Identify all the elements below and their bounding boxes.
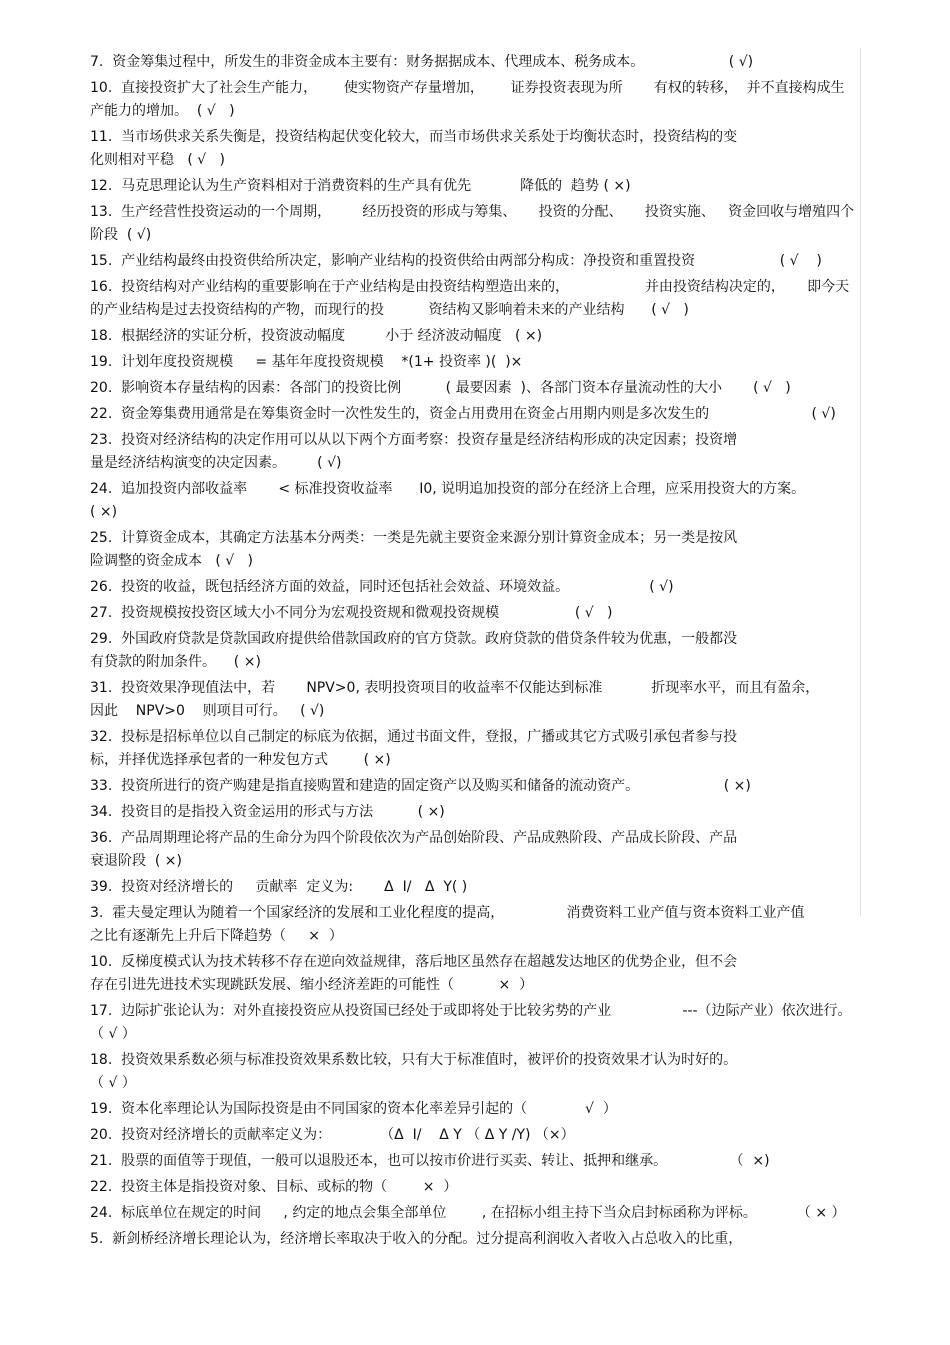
list-item: 11. 当市场供求关系失衡是，投资结构起伏变化较大，而当市场供求关系处于均衡状态时，投资结构的变 化则相对平稳 ( √ ) xyxy=(90,129,738,168)
list-item: 17. 边际扩张论认为：对外直接投资应从投资国已经处于或即将处于比较劣势的产业 ---（边际产业）依次进行。（ √ ） xyxy=(90,1003,852,1042)
list-item: 7. 资金筹集过程中，所发生的非资金成本主要有：财务据据成本、代理成本、税务成本。 ( √) xyxy=(90,54,754,70)
list-item: 34. 投资目的是指投入资金运用的形式与方法 ( ×) xyxy=(90,804,445,820)
right-margin-rule xyxy=(860,48,861,916)
list-item: 22. 资金筹集费用通常是在筹集资金时一次性发生的，资金占用费用在资金占用期内则是多次发生的 ( √) xyxy=(90,406,836,422)
list-item: 3. 霍夫曼定理认为随着一个国家经济的发展和工业化程度的提高， 消费资料工业产值与资本资料工业产值 之比有逐渐先上升后下降趋势（ × ） xyxy=(90,905,805,944)
list-item: 33. 投资所进行的资产购建是指直接购置和建造的固定资产以及购买和储备的流动资产。 ( ×) xyxy=(90,778,751,794)
list-item: 24. 标底单位在规定的时间 , 约定的地点会集全部单位 , 在招标小组主持下当众启封标函称为评标。 （ × ） xyxy=(90,1205,846,1221)
list-item: 20. 投资对经济增长的贡献率定义为： （Δ I/ Δ Y （ Δ Y /Y) （×） xyxy=(90,1127,575,1143)
list-item: 10. 直接投资扩大了社会生产能力， 使实物资产存量增加， 证券投资表现为所 有权的转移， 并不直接构成生产能力的增加。 ( √ ) xyxy=(90,80,845,119)
list-item: 15. 产业结构最终由投资供给所决定，影响产业结构的投资供给由两部分构成：净投资和重置投资 ( √ ) xyxy=(90,253,822,269)
list-item: 13. 生产经营性投资运动的一个周期， 经历投资的形成与筹集、 投资的分配、 投资实施、 资金回收与增殖四个阶段 ( √) xyxy=(90,204,855,243)
list-item: 39. 投资对经济增长的 贡献率 定义为: Δ I/ Δ Y( ) xyxy=(90,879,468,895)
list-item: 23. 投资对经济结构的决定作用可以从以下两个方面考察：投资存量是经济结构形成的决定因素；投资增 量是经济结构演变的决定因素。 ( √) xyxy=(90,432,738,471)
list-item: 18. 根据经济的实证分析，投资波动幅度 小于 经济波动幅度 ( ×) xyxy=(90,328,543,344)
list-item: 26. 投资的收益，既包括经济方面的效益，同时还包括社会效益、环境效益。 ( √) xyxy=(90,579,674,595)
list-item: 27. 投资规模按投资区域大小不同分为宏观投资规和微观投资规模 ( √ ) xyxy=(90,605,613,621)
list-item: 24. 追加投资内部收益率 < 标准投资收益率 I0, 说明追加投资的部分在经济上合理，应采用投资大的方案。 ( ×) xyxy=(90,481,806,520)
list-item: 29. 外国政府贷款是贷款国政府提供给借款国政府的官方贷款。政府贷款的借贷条件较为优惠，一般都没 有贷款的附加条件。 ( ×) xyxy=(90,631,738,670)
list-item: 31. 投资效果净现值法中，若 NPV>0, 表明投资项目的收益率不仅能达到标准 折现率水平，而且有盈余， 因此 NPV>0 则项目可行。 ( √) xyxy=(90,680,820,719)
list-item: 20. 影响资本存量结构的因素：各部门的投资比例 ( 最要因素 )、各部门资本存量流动性的大小 ( √ ) xyxy=(90,380,791,396)
list-item: 36. 产品周期理论将产品的生命分为四个阶段依次为产品创始阶段、产品成熟阶段、产品成长阶段、产品 衰退阶段 ( ×) xyxy=(90,830,738,869)
list-item: 12. 马克思理论认为生产资料相对于消费资料的生产具有优先 降低的 趋势 ( ×) xyxy=(90,178,631,194)
list-item: 19. 资本化率理论认为国际投资是由不同国家的资本化率差异引起的（ √ ） xyxy=(90,1101,617,1117)
list-item: 25. 计算资金成本，其确定方法基本分两类：一类是先就主要资金来源分别计算资金成本；另一类是按风 险调整的资金成本 ( √ ) xyxy=(90,530,738,569)
list-item: 19. 计划年度投资规模 = 基年年度投资规模 *(1+ 投资率 )( )× xyxy=(90,354,523,370)
list-item: 5. 新剑桥经济增长理论认为，经济增长率取决于收入的分配。过分提高利润收入者收入占总收入的比重， xyxy=(90,1231,743,1247)
document-body xyxy=(90,51,860,1254)
list-item: 10. 反梯度模式认为技术转移不存在逆向效益规律，落后地区虽然存在超越发达地区的优势企业，但不会 存在引进先进技术实现跳跃发展、缩小经济差距的可能性（ × ） xyxy=(90,954,738,993)
list-item: 16. 投资结构对产业结构的重要影响在于产业结构是由投资结构塑造出来的， 并由投资结构决定的， 即今天的产业结构是过去投资结构的产物，而现行的投 资结构又影响着未来的产业结构 ( √ ) xyxy=(90,279,850,318)
list-item: 32. 投标是招标单位以自己制定的标底为依据，通过书面文件，登报，广播或其它方式吸引承包者参与投 标，并择优选择承包者的一种发包方式 ( ×) xyxy=(90,729,738,768)
list-item: 21. 股票的面值等于现值，一般可以退股还本，也可以按市价进行买卖、转让、抵押和继承。 （ ×) xyxy=(90,1153,770,1169)
list-item: 22. 投资主体是指投资对象、目标、或标的物（ × ） xyxy=(90,1179,458,1195)
list-item: 18. 投资效果系数必须与标准投资效果系数比较，只有大于标准值时，被评价的投资效果才认为时好的。 （ √ ） xyxy=(90,1052,738,1091)
